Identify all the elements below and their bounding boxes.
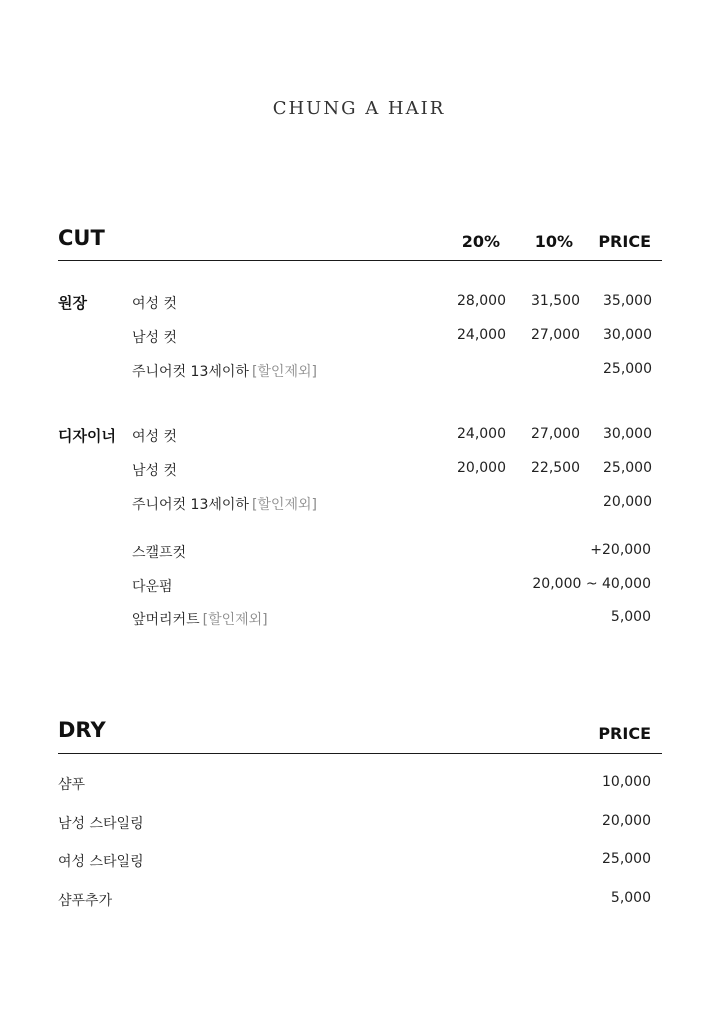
price-10: 27,000 [531,327,580,343]
item-name-with-note [132,361,317,381]
item-name: 여성 컷 [132,296,178,312]
item-name: 남성 스타일링 [58,816,144,832]
item-name: 앞머리커트 [132,612,200,628]
col-header-10: 10% [534,232,573,251]
price-regular: 25,000 [603,460,652,476]
cut-section-header [58,226,662,256]
dry-title: DRY [58,718,106,742]
price-10: 27,000 [531,426,580,442]
discount-excluded-note: [할인제외] [251,364,317,380]
discount-excluded-note: [할인제외] [202,612,268,628]
category-label: 디자이너 [58,427,116,445]
price-row [58,326,662,348]
price-10: 31,500 [531,293,580,309]
item-name: 스캘프컷 [132,545,187,561]
price-regular: 25,000 [603,361,652,377]
item-name: 주니어컷 13세이하 [132,497,249,513]
item-name: 다운펌 [132,579,173,595]
price-20: 28,000 [457,293,506,309]
price-regular: 5,000 [610,609,651,625]
item-name: 남성 컷 [132,330,178,346]
price-regular: 35,000 [603,293,652,309]
dry-section-header [58,718,662,748]
price-regular: 10,000 [602,774,651,790]
brand-title: CHUNG A HAIR [272,98,446,119]
price-row [58,608,662,630]
discount-excluded-note: [할인제외] [251,497,317,513]
col-header-price: PRICE [598,232,651,251]
price-row [58,541,662,563]
price-regular: 25,000 [602,851,651,867]
item-name: 주니어컷 13세이하 [132,364,249,380]
price-10: 22,500 [531,460,580,476]
price-20: 24,000 [457,327,506,343]
price-regular: 30,000 [603,327,652,343]
category-label: 원장 [58,294,87,312]
price-regular: 20,000 [603,494,652,510]
item-name-with-note [132,609,268,629]
price-row [58,850,662,872]
item-name: 여성 스타일링 [58,854,144,870]
dry-divider [58,753,662,754]
price-row [58,812,662,834]
price-regular: +20,000 [590,542,651,558]
col-header-price: PRICE [598,724,651,743]
price-row [58,425,662,447]
item-name-with-note [132,494,317,514]
price-row [58,459,662,481]
price-regular: 5,000 [610,890,651,906]
item-name: 샴푸 [58,777,86,793]
price-20: 24,000 [457,426,506,442]
price-row [58,493,662,515]
price-row [58,889,662,911]
price-row [58,773,662,795]
price-row [58,575,662,597]
price-range: 20,000 ~ 40,000 [532,576,651,592]
price-regular: 30,000 [603,426,652,442]
price-regular: 20,000 [602,813,651,829]
cut-divider [58,260,662,261]
price-20: 20,000 [457,460,506,476]
col-header-20: 20% [461,232,500,251]
item-name: 샴푸추가 [58,893,113,909]
item-name: 남성 컷 [132,463,178,479]
price-row [58,292,662,314]
cut-title: CUT [58,226,105,250]
item-name: 여성 컷 [132,429,178,445]
price-row [58,360,662,382]
